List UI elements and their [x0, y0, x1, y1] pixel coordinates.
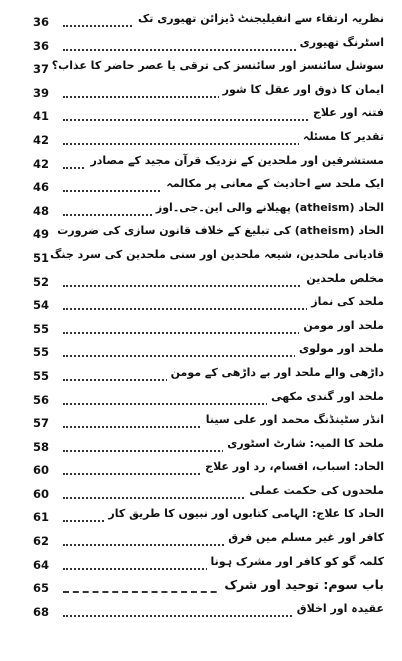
toc-entry-title: ایک ملحد سے احادیث کے معانی پر مکالمہ — [162, 175, 384, 193]
toc-entry-title: الحاد کا علاج: الہامی کتابوں اور نبیوں کا طریق کار — [104, 505, 384, 523]
toc-entry-title: کلمہ گو کو کافر اور مشرک ہونا — [207, 553, 385, 571]
toc-page-number: 39 — [33, 85, 50, 100]
toc-page-number: 60 — [33, 486, 50, 501]
toc-page-number: 68 — [33, 604, 50, 619]
toc-entry-title: ملحدوں کی حکمت عملی — [245, 482, 384, 500]
toc-entry-title: تقدیر کا مسئلہ — [299, 128, 384, 146]
toc-row — [33, 435, 384, 459]
toc-chapter-row — [33, 576, 384, 600]
toc-page-number: 58 — [33, 439, 50, 454]
toc-entry-title: سوشل سائنسز اور سائنسز کی ترقی یا عصر حاضر کا عذاب؟ — [60, 57, 384, 75]
toc-page-number: 51 — [33, 250, 50, 265]
toc-page-number: 46 — [33, 180, 50, 195]
toc-page-number: 55 — [33, 321, 50, 336]
toc-row — [33, 317, 384, 341]
toc-entry-title: فتنہ اور علاج — [309, 104, 384, 122]
toc-entry-title: مخلص ملحدین — [302, 270, 384, 288]
toc-entry-title: ملحد اور مومن — [299, 317, 384, 335]
toc-row — [33, 270, 384, 294]
toc-row — [33, 10, 384, 34]
toc-row — [33, 364, 384, 388]
toc-page-number: 60 — [33, 463, 50, 478]
toc-entry-title: ملحد اور مولوی — [295, 340, 384, 358]
toc-row — [33, 505, 384, 529]
toc-row — [33, 104, 384, 128]
toc-page-number: 52 — [33, 274, 50, 289]
toc-page-number: 49 — [33, 227, 50, 242]
toc-row — [33, 199, 384, 223]
toc-row — [33, 246, 384, 270]
toc-page-number: 54 — [33, 298, 50, 313]
toc-entry-title: ملحد کا المیہ: شارٹ اسٹوری — [223, 435, 384, 453]
toc-entry-title: الحاد: اسباب، اقسام، رد اور علاج — [201, 458, 384, 476]
toc-row — [33, 293, 384, 317]
toc-entry-title: انڈر سٹینڈنگ محمد اور علی سینا — [202, 411, 384, 429]
toc-page-number: 64 — [33, 557, 50, 572]
toc-row — [33, 529, 384, 553]
toc-entry-title: داڑھی والے ملحد اور بے داڑھی کے مومن — [167, 364, 384, 382]
toc-row — [33, 222, 384, 246]
toc-row — [33, 388, 384, 412]
toc-page-number: 61 — [33, 510, 50, 525]
toc-entry-title: ملحد اور گندی مکھی — [267, 388, 384, 406]
toc-entry-title: الحاد (atheism) پھیلانے والی این۔جی۔اوز — [152, 199, 384, 217]
toc-row — [33, 34, 384, 58]
toc-page-number: 36 — [33, 38, 50, 53]
toc-entry-title: ملحد کی نماز — [307, 293, 384, 311]
toc-row — [33, 411, 384, 435]
toc-row — [33, 340, 384, 364]
toc-entry-title: اسٹرنگ تھیوری — [296, 34, 384, 52]
toc-row — [33, 175, 384, 199]
toc-page-number: 56 — [33, 392, 50, 407]
toc-entry-title: کافر اور غیر مسلم میں فرق — [224, 529, 384, 547]
toc-page-number: 37 — [33, 62, 50, 77]
toc-entry-title: ایمان کا ذوق اور عقل کا شور — [219, 81, 384, 99]
toc-entry-title: الحاد (atheism) کی تبلیغ کے خلاف قانون سازی کی ضرورت — [60, 222, 384, 240]
toc-row — [33, 81, 384, 105]
toc-page-number: 42 — [33, 132, 50, 147]
toc-page-number: 55 — [33, 368, 50, 383]
toc-entry-title: قادیانی ملحدین، شیعہ ملحدین اور سنی ملحدین کی سرد جنگ — [60, 246, 384, 264]
toc-row — [33, 482, 384, 506]
toc-row — [33, 553, 384, 577]
toc-entry-title: عقیدہ اور اخلاق — [293, 600, 384, 618]
toc-chapter-title: باب سوم: توحید اور شرک — [220, 576, 384, 594]
toc-page-number: 48 — [33, 203, 50, 218]
toc-page-number: 62 — [33, 534, 50, 549]
toc-row — [33, 152, 384, 176]
toc-row — [33, 57, 384, 81]
toc-page-number: 55 — [33, 345, 50, 360]
toc-page-number: 41 — [33, 109, 50, 124]
toc-entry-title: نظریہ ارتقاء سے انفیلیجنٹ ڈیزائن تھیوری تک — [134, 10, 384, 28]
toc-row — [33, 600, 384, 624]
toc-page-number: 36 — [33, 15, 50, 29]
toc-page-number: 65 — [33, 581, 50, 596]
toc-row — [33, 458, 384, 482]
toc-page-number: 42 — [33, 156, 50, 171]
toc-page-number: 57 — [33, 416, 50, 431]
toc-entry-title: مستشرقین اور ملحدین کے نزدیک قرآن مجید کے مصادر — [86, 152, 384, 170]
toc-row — [33, 128, 384, 152]
